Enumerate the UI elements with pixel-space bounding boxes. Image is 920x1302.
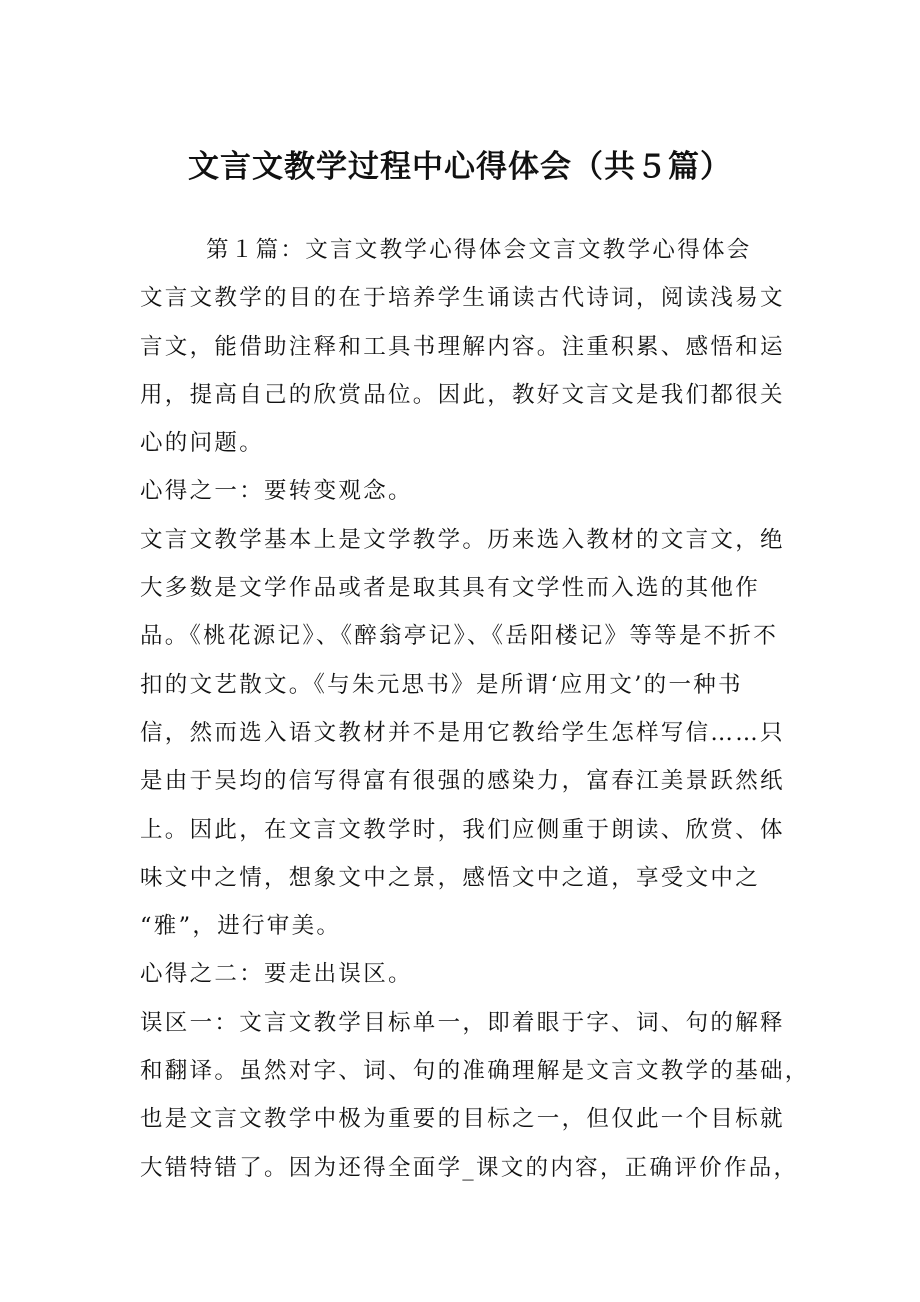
paragraph-line: 误区一：文言文教学目标单一，即着眼于字、词、句的解释	[140, 1009, 785, 1036]
paragraph-line: 也是文言文教学中极为重要的目标之一，但仅此一个目标就	[140, 1106, 785, 1133]
paragraph-line: 信，然而选入语文教材并不是用它教给学生怎样写信……只	[140, 719, 785, 746]
paragraph-line: 文言文教学的目的在于培养学生诵读古代诗词，阅读浅易文	[140, 285, 785, 312]
paragraph-line: 扣的文艺散文。《与朱元思书》是所谓‘应用文’的一种书	[140, 671, 743, 698]
paragraph-line: 大多数是文学作品或者是取其具有文学性而入选的其他作	[140, 575, 761, 602]
paragraph-line: “雅”，进行审美。	[140, 913, 342, 940]
subheading-line: 心得之一：要转变观念。	[140, 478, 413, 505]
paragraph-line: 味文中之情，想象文中之景，感悟文中之道，享受文中之	[140, 864, 761, 891]
paragraph-line: 言文，能借助注释和工具书理解内容。注重积累、感悟和运	[140, 333, 785, 360]
paragraph-line: 上。因此，在文言文教学时，我们应侧重于朗读、欣赏、体	[140, 816, 785, 843]
paragraph-line: 品。《桃花源记》、《醉翁亭记》、《岳阳楼记》等等是不折不	[140, 623, 779, 650]
subheading-line: 心得之二：要走出误区。	[140, 961, 413, 988]
paragraph-line: 是由于吴均的信写得富有很强的感染力，富春江美景跃然纸	[140, 768, 785, 795]
document-title: 文言文教学过程中心得体会（共５篇）	[188, 149, 732, 185]
paragraph-line: 用，提高自己的欣赏品位。因此，教好文言文是我们都很关	[140, 381, 785, 408]
paragraph-line: 心的问题。	[140, 430, 265, 457]
paragraph-line: 文言文教学基本上是文学教学。历来选入教材的文言文，绝	[140, 526, 785, 553]
paragraph-line: 和翻译。虽然对字、词、句的准确理解是文言文教学的基础，	[140, 1058, 810, 1085]
section-heading: 第１篇：文言文教学心得体会文言文教学心得体会	[206, 237, 752, 263]
paragraph-line: 大错特错了。因为还得全面学_课文的内容，正确评价作品，	[140, 1154, 799, 1181]
document-body	[140, 226, 810, 1192]
